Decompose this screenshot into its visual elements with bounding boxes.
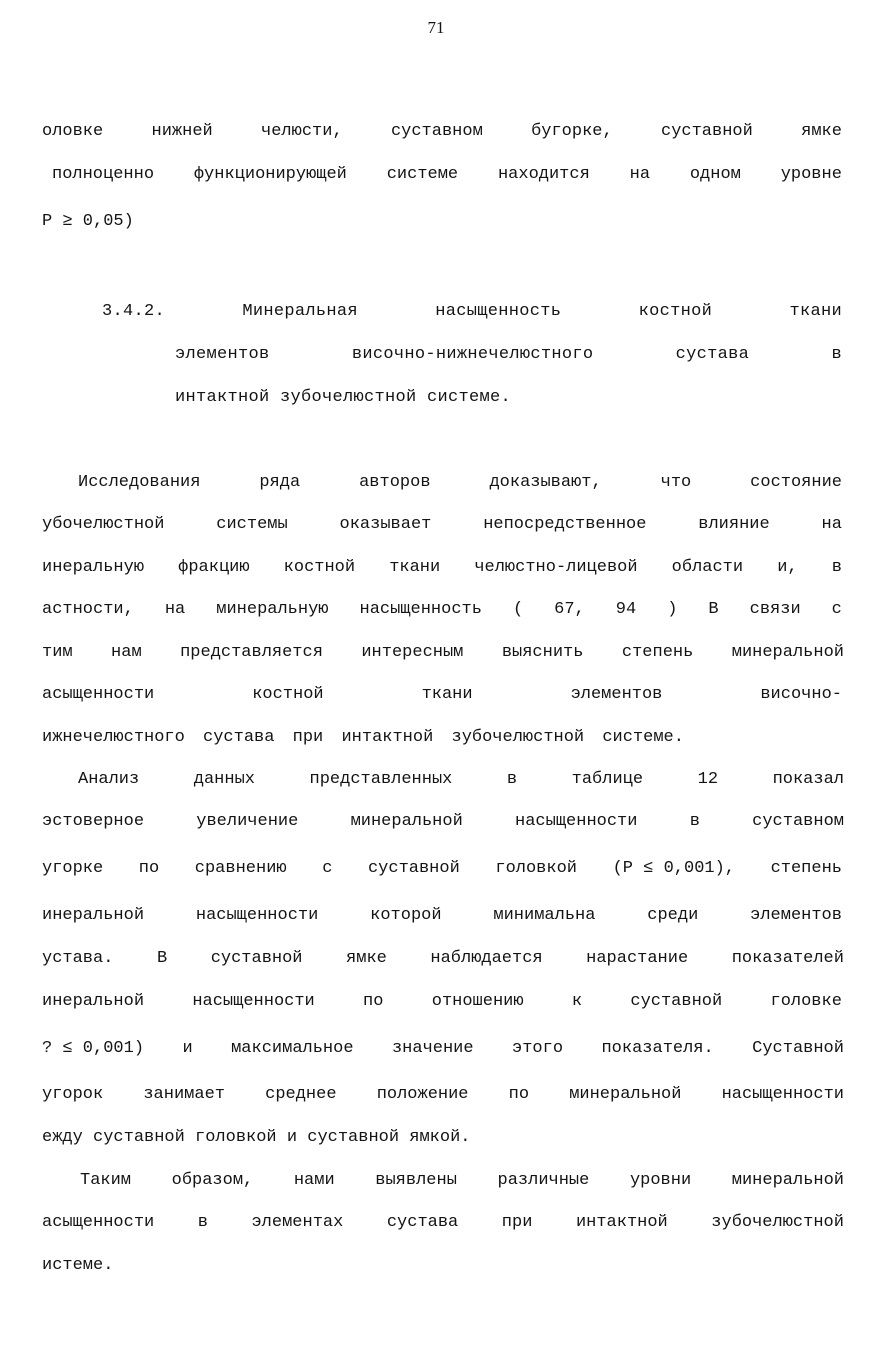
word: ямке bbox=[346, 949, 387, 968]
word: В bbox=[708, 600, 719, 619]
word: (P ≤ 0,001), bbox=[612, 859, 735, 878]
word: суставном bbox=[752, 812, 844, 831]
word: при bbox=[501, 1213, 533, 1232]
word: на bbox=[629, 165, 651, 184]
word: степень bbox=[770, 859, 842, 878]
word: асыщенности bbox=[42, 1213, 155, 1232]
word: насыщенности bbox=[721, 1085, 844, 1104]
word: суставной bbox=[661, 122, 753, 141]
word: 94 bbox=[615, 600, 637, 619]
word: элементов bbox=[750, 906, 842, 925]
text-line bbox=[42, 1211, 844, 1235]
word: в bbox=[197, 1213, 208, 1232]
heading-line bbox=[175, 386, 675, 410]
word: в bbox=[506, 770, 518, 789]
word: Минеральная bbox=[242, 302, 358, 321]
word: системы bbox=[216, 515, 288, 534]
word: на bbox=[821, 515, 842, 534]
word: Исследования bbox=[78, 473, 201, 492]
word: инеральной bbox=[42, 906, 145, 925]
word: P ≥ 0,05) bbox=[42, 212, 134, 231]
word: одном bbox=[689, 165, 741, 184]
text-line bbox=[78, 471, 842, 495]
text-line bbox=[42, 683, 842, 707]
text-line bbox=[42, 904, 842, 928]
word: насыщенности bbox=[192, 992, 315, 1011]
word: насыщенности bbox=[515, 812, 638, 831]
word: этого bbox=[512, 1039, 564, 1058]
word: ткани bbox=[789, 302, 842, 321]
word: сравнению bbox=[194, 859, 287, 878]
word: представленных bbox=[309, 770, 453, 789]
word: авторов bbox=[359, 473, 431, 492]
text-line bbox=[42, 1126, 742, 1150]
text-line bbox=[42, 120, 842, 144]
word: зубочелюстной bbox=[451, 728, 585, 747]
word: которой bbox=[370, 906, 442, 925]
text-line bbox=[42, 1083, 844, 1107]
word: непосредственное bbox=[483, 515, 647, 534]
word: инеральной bbox=[42, 992, 145, 1011]
word: нижней bbox=[151, 122, 213, 141]
word: уровни bbox=[629, 1171, 692, 1190]
word: элементов bbox=[175, 345, 270, 364]
text-line bbox=[42, 947, 844, 971]
word: к bbox=[571, 992, 583, 1011]
text-line bbox=[42, 556, 842, 580]
word: челюсти, bbox=[261, 122, 343, 141]
text-line bbox=[52, 163, 842, 187]
word: показателей bbox=[731, 949, 844, 968]
word: выявлены bbox=[375, 1171, 457, 1190]
word: угорок bbox=[42, 1085, 104, 1104]
word: интактной зубочелюстной системе. bbox=[175, 388, 512, 407]
word: Анализ bbox=[78, 770, 140, 789]
word: минеральной bbox=[569, 1085, 682, 1104]
word: таблице bbox=[571, 770, 644, 789]
word: височно- bbox=[760, 685, 842, 704]
word: минеральную bbox=[216, 600, 329, 619]
word: среднее bbox=[265, 1085, 337, 1104]
word: оловке bbox=[42, 122, 104, 141]
word: оказывает bbox=[339, 515, 432, 534]
word: представляется bbox=[180, 643, 323, 662]
text-line bbox=[42, 641, 844, 665]
word: минеральной bbox=[731, 643, 844, 662]
word: нарастание bbox=[586, 949, 689, 968]
word: ряда bbox=[259, 473, 301, 492]
text-line bbox=[78, 768, 844, 792]
word: эстоверное bbox=[42, 812, 145, 831]
word: височно-нижнечелюстного bbox=[351, 345, 594, 364]
page-number: 71 bbox=[427, 18, 445, 37]
word: угорке bbox=[42, 859, 104, 878]
word: челюстно-лицевой bbox=[474, 558, 638, 577]
word: суставной bbox=[630, 992, 723, 1011]
word: при bbox=[292, 728, 324, 747]
word: значение bbox=[391, 1039, 474, 1058]
word: астности, bbox=[42, 600, 134, 619]
word: суставной bbox=[210, 949, 303, 968]
word: связи bbox=[749, 600, 801, 619]
word: минеральной bbox=[350, 812, 463, 831]
word: и bbox=[182, 1039, 193, 1058]
text-line bbox=[42, 1254, 342, 1278]
word: выяснить bbox=[501, 643, 584, 662]
word: суставной bbox=[367, 859, 460, 878]
heading-line bbox=[102, 300, 842, 324]
word: по bbox=[138, 859, 160, 878]
text-line bbox=[42, 990, 842, 1014]
text-line bbox=[42, 210, 342, 234]
text-line bbox=[80, 1169, 844, 1193]
word: в bbox=[831, 558, 842, 577]
word: устава. bbox=[42, 949, 114, 968]
word: насыщенность bbox=[359, 600, 482, 619]
word: максимальное bbox=[231, 1039, 354, 1058]
word: полноценно bbox=[52, 165, 155, 184]
word: 12 bbox=[697, 770, 719, 789]
word: наблюдается bbox=[430, 949, 543, 968]
word: сустава bbox=[675, 345, 750, 364]
word: ямке bbox=[801, 122, 842, 141]
word: костной bbox=[638, 302, 713, 321]
word: влияние bbox=[698, 515, 770, 534]
word: области bbox=[671, 558, 744, 577]
word: с bbox=[831, 600, 842, 619]
word: интактной bbox=[575, 1213, 668, 1232]
word: увеличение bbox=[196, 812, 299, 831]
word: головкой bbox=[495, 859, 577, 878]
word: инеральную bbox=[42, 558, 145, 577]
word: 67, bbox=[554, 600, 585, 619]
word: показал bbox=[772, 770, 844, 789]
word: ? ≤ 0,001) bbox=[42, 1039, 145, 1058]
word: Таким bbox=[80, 1171, 132, 1190]
word: сустава bbox=[386, 1213, 459, 1232]
word: костной bbox=[252, 685, 324, 704]
word: интересным bbox=[361, 643, 464, 662]
word: на bbox=[164, 600, 186, 619]
word: истеме. bbox=[42, 1256, 114, 1275]
word: ежду суставной головкой и суставной ямкой. bbox=[42, 1128, 471, 1147]
text-line bbox=[42, 598, 842, 622]
word: головке bbox=[770, 992, 842, 1011]
word: в bbox=[831, 345, 842, 364]
word: насыщенность bbox=[435, 302, 562, 321]
word: в bbox=[689, 812, 700, 831]
text-line bbox=[42, 857, 842, 881]
word: системе bbox=[386, 165, 459, 184]
word: по bbox=[363, 992, 384, 1011]
word: ( bbox=[512, 600, 524, 619]
word: находится bbox=[497, 165, 590, 184]
word: нами bbox=[293, 1171, 335, 1190]
word: положение bbox=[376, 1085, 469, 1104]
word: данных bbox=[193, 770, 255, 789]
word: ижнечелюстного bbox=[42, 728, 185, 747]
word: что bbox=[660, 473, 692, 492]
word: и, bbox=[777, 558, 798, 577]
word: отношению bbox=[431, 992, 524, 1011]
word: по bbox=[508, 1085, 530, 1104]
word: состояние bbox=[750, 473, 842, 492]
word: ткани bbox=[389, 558, 441, 577]
word: насыщенности bbox=[195, 906, 319, 925]
word: сустава bbox=[203, 728, 275, 747]
word: 3.4.2. bbox=[102, 302, 166, 321]
word: элементах bbox=[251, 1213, 344, 1232]
text-line bbox=[42, 810, 844, 834]
text-line bbox=[42, 1037, 844, 1061]
word: образом, bbox=[171, 1171, 254, 1190]
word: показателя. bbox=[601, 1039, 714, 1058]
word: суставном bbox=[390, 122, 483, 141]
word: костной bbox=[283, 558, 356, 577]
word: различные bbox=[497, 1171, 590, 1190]
heading-line bbox=[175, 343, 842, 367]
text-line bbox=[42, 513, 842, 537]
word: асыщенности bbox=[42, 685, 155, 704]
word: ) bbox=[667, 600, 678, 619]
word: с bbox=[322, 859, 333, 878]
word: нам bbox=[111, 643, 142, 662]
word: минеральной bbox=[731, 1171, 844, 1190]
word: занимает bbox=[143, 1085, 225, 1104]
word: системе. bbox=[602, 728, 684, 747]
word: ткани bbox=[421, 685, 473, 704]
word: тим bbox=[42, 643, 73, 662]
word: доказывают, bbox=[489, 473, 602, 492]
word: фракцию bbox=[178, 558, 250, 577]
word: минимальна bbox=[493, 906, 596, 925]
word: В bbox=[156, 949, 168, 968]
word: убочелюстной bbox=[42, 515, 165, 534]
text-line bbox=[42, 726, 842, 750]
word: функционирующей bbox=[193, 165, 347, 184]
word: среди bbox=[647, 906, 699, 925]
word: элементов bbox=[570, 685, 663, 704]
word: зубочелюстной bbox=[711, 1213, 844, 1232]
word: степень bbox=[621, 643, 694, 662]
word: Суставной bbox=[752, 1039, 844, 1058]
word: бугорке, bbox=[531, 122, 613, 141]
word: уровне bbox=[780, 165, 842, 184]
word: интактной bbox=[341, 728, 434, 747]
